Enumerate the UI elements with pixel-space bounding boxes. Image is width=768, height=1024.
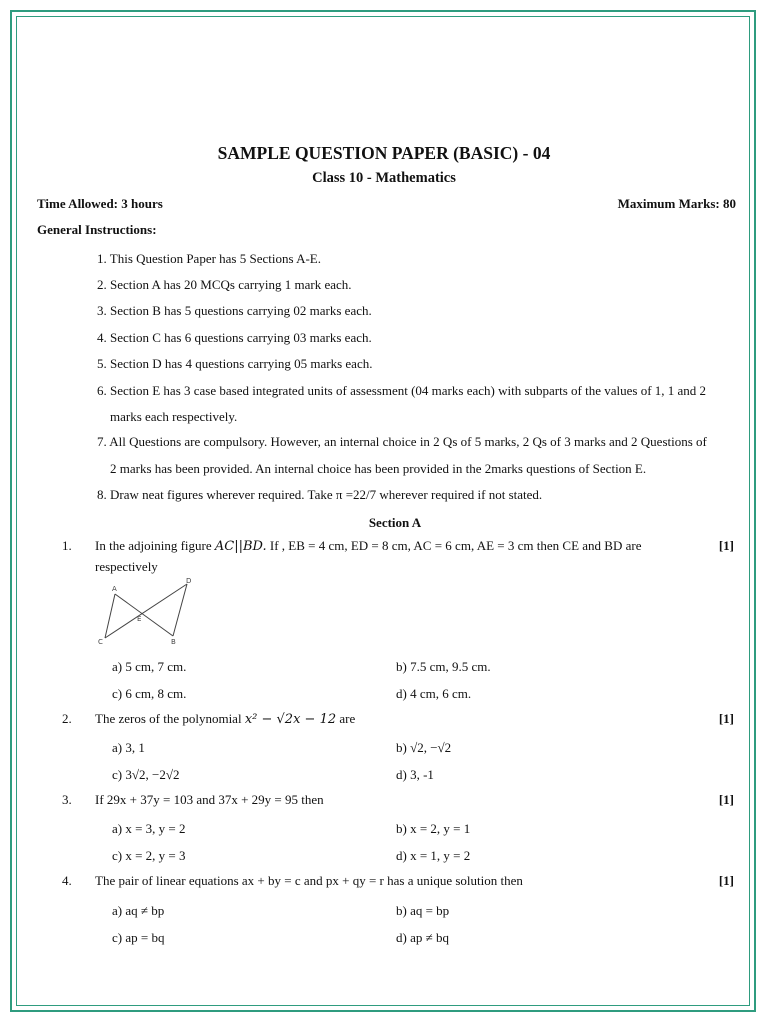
question-marks: [1]: [718, 711, 734, 726]
question-number: 2.: [62, 711, 72, 726]
instruction-item-continuation: 2 marks has been provided. An internal choice has been provided in the 2marks questions of Section E.: [110, 461, 647, 476]
option-c: c) ap = bq: [112, 930, 165, 945]
instruction-item: 2. Section A has 20 MCQs carrying 1 mark each.: [97, 277, 352, 292]
question-text-continuation: respectively: [95, 559, 158, 574]
figure-label-e: E: [137, 615, 142, 623]
instruction-item: 8. Draw neat figures wherever required. Take π =22/7 wherever required if not stated.: [97, 487, 543, 502]
question-number: 4.: [62, 873, 72, 888]
option-c: c) 3√2, −2√2: [112, 767, 180, 782]
option-b: b) 7.5 cm, 9.5 cm.: [396, 659, 491, 674]
triangle-figure: [95, 576, 195, 646]
option-d: d) 4 cm, 6 cm.: [396, 686, 472, 701]
figure-label-c: C: [98, 638, 103, 646]
option-b: b) √2, −√2: [396, 740, 452, 755]
option-a: a) aq ≠ bp: [112, 903, 165, 918]
instruction-item: 7. All Questions are compulsory. However, an internal choice in 2 Qs of 5 marks, 2 Qs of 3 marks and 2 Questions of: [97, 434, 707, 449]
option-b: b) aq = bp: [396, 903, 450, 918]
instruction-item: 1. This Question Paper has 5 Sections A-E.: [97, 251, 321, 266]
question-number: 1.: [62, 538, 72, 553]
math-expression: AC||BD.: [214, 539, 267, 554]
question-marks: [1]: [718, 873, 734, 888]
figure-label-a: A: [112, 585, 117, 593]
paper-title: SAMPLE QUESTION PAPER (BASIC) - 04: [217, 143, 551, 163]
paper-subtitle: Class 10 - Mathematics: [312, 170, 456, 186]
question-text: The zeros of the polynomial x² − √2x − 12 are: [95, 711, 356, 727]
option-d: d) x = 1, y = 2: [396, 848, 471, 863]
instruction-item: 6. Section E has 3 case based integrated units of assessment (04 marks each) with subparts of the values of 1, 1 and 2: [97, 383, 707, 398]
option-a: a) x = 3, y = 2: [112, 821, 186, 836]
figure-label-d: D: [186, 577, 192, 585]
option-a: a) 3, 1: [112, 740, 145, 755]
section-title: Section A: [368, 515, 422, 530]
question-text: If 29x + 37y = 103 and 37x + 29y = 95 then: [95, 792, 324, 807]
option-b: b) x = 2, y = 1: [396, 821, 471, 836]
time-allowed: Time Allowed: 3 hours: [37, 196, 163, 211]
question-text: In the adjoining figure AC||BD. If , EB = 4 cm, ED = 8 cm, AC = 6 cm, AE = 3 cm then CE and BD are: [95, 538, 642, 554]
figure-label-b: B: [171, 638, 176, 646]
question-text: The pair of linear equations ax + by = c and px + qy = r has a unique solution then: [95, 873, 523, 888]
instruction-item-continuation: marks each respectively.: [110, 409, 238, 424]
instruction-item: 4. Section C has 6 questions carrying 03 marks each.: [97, 330, 372, 345]
figure-line-ac: [105, 594, 115, 638]
question-number: 3.: [62, 792, 72, 807]
option-c: c) x = 2, y = 3: [112, 848, 186, 863]
question-marks: [1]: [718, 538, 734, 553]
option-c: c) 6 cm, 8 cm.: [112, 686, 187, 701]
option-d: d) 3, -1: [396, 767, 434, 782]
figure-line-ab: [115, 594, 173, 636]
question-marks: [1]: [718, 792, 734, 807]
maximum-marks: Maximum Marks: 80: [617, 196, 736, 211]
instruction-item: 3. Section B has 5 questions carrying 02 marks each.: [97, 303, 372, 318]
instruction-item: 5. Section D has 4 questions carrying 05 marks each.: [97, 356, 373, 371]
general-instructions-heading: General Instructions:: [37, 222, 157, 237]
math-expression: x² − √2x − 12: [244, 712, 337, 727]
option-d: d) ap ≠ bq: [396, 930, 449, 945]
option-a: a) 5 cm, 7 cm.: [112, 659, 187, 674]
